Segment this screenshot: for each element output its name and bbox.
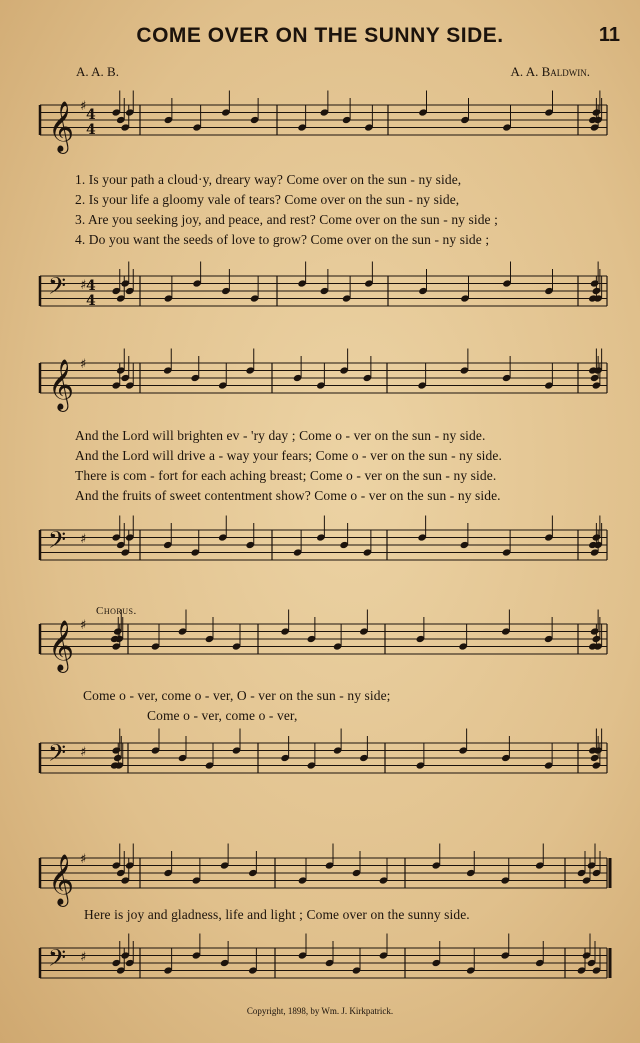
key-sharp-icon: ♯	[80, 745, 87, 760]
page-number: 11	[598, 24, 620, 46]
chorus-echo-line: Come o - ver, come o - ver,	[147, 708, 298, 723]
bass-clef-icon: 𝄢	[48, 526, 67, 559]
bass-clef-icon: 𝄢	[48, 944, 67, 977]
key-sharp-icon: ♯	[80, 278, 87, 293]
time-signature-top: 4	[86, 278, 96, 294]
key-sharp-icon: ♯	[80, 357, 87, 372]
key-sharp-icon: ♯	[80, 532, 87, 547]
treble-clef-icon: 𝄞	[48, 101, 75, 152]
verse-1-line-2: And the Lord will brighten ev - 'ry day ; Come o - ver on the sun - ny side.	[75, 428, 486, 443]
chorus-line-2: Here is joy and gladness, life and light ; Come over on the sunny side.	[84, 907, 470, 922]
treble-clef-icon: 𝄞	[48, 620, 75, 671]
verse-4-line-1: 4. Do you want the seeds of love to grow? Come over on the sun - ny side ;	[75, 232, 490, 247]
key-sharp-icon: ♯	[80, 852, 87, 867]
bass-clef-icon: 𝄢	[48, 739, 67, 772]
lyricist-credit: A. A. B.	[76, 64, 119, 79]
bass-clef-icon: 𝄢	[48, 272, 67, 305]
verse-1-line-1: 1. Is your path a cloud·y, dreary way? Come over on the sun - ny side,	[75, 172, 462, 187]
chorus-label: Chorus.	[96, 605, 137, 617]
key-sharp-icon: ♯	[80, 950, 87, 965]
copyright-notice: Copyright, 1898, by Wm. J. Kirkpatrick.	[246, 1006, 394, 1016]
chorus-line-1: Come o - ver, come o - ver, O - ver on the sun - ny side;	[83, 688, 391, 703]
treble-clef-icon: 𝄞	[48, 359, 75, 410]
verse-3-line-1: 3. Are you seeking joy, and peace, and rest? Come over on the sun - ny side ;	[75, 212, 498, 227]
time-signature-top: 4	[86, 107, 96, 123]
time-signature-bottom: 4	[86, 122, 96, 138]
verse-2-line-1: 2. Is your life a gloomy vale of tears? Come over on the sun - ny side,	[75, 192, 460, 207]
verse-3-line-2: There is com - fort for each aching breast; Come o - ver on the sun - ny side.	[75, 468, 497, 483]
verse-2-line-2: And the Lord will drive a - way your fears; Come o - ver on the sun - ny side.	[75, 448, 502, 463]
key-sharp-icon: ♯	[80, 618, 87, 633]
verse-4-line-2: And the fruits of sweet contentment show? Come o - ver on the sun - ny side.	[75, 488, 501, 503]
treble-clef-icon: 𝄞	[48, 854, 75, 905]
composer-name: A. A. Baldwin.	[510, 64, 590, 79]
hymn-title: COME OVER ON THE SUNNY SIDE.	[136, 24, 504, 47]
key-sharp-icon: ♯	[80, 99, 87, 114]
time-signature-bottom: 4	[86, 293, 96, 309]
